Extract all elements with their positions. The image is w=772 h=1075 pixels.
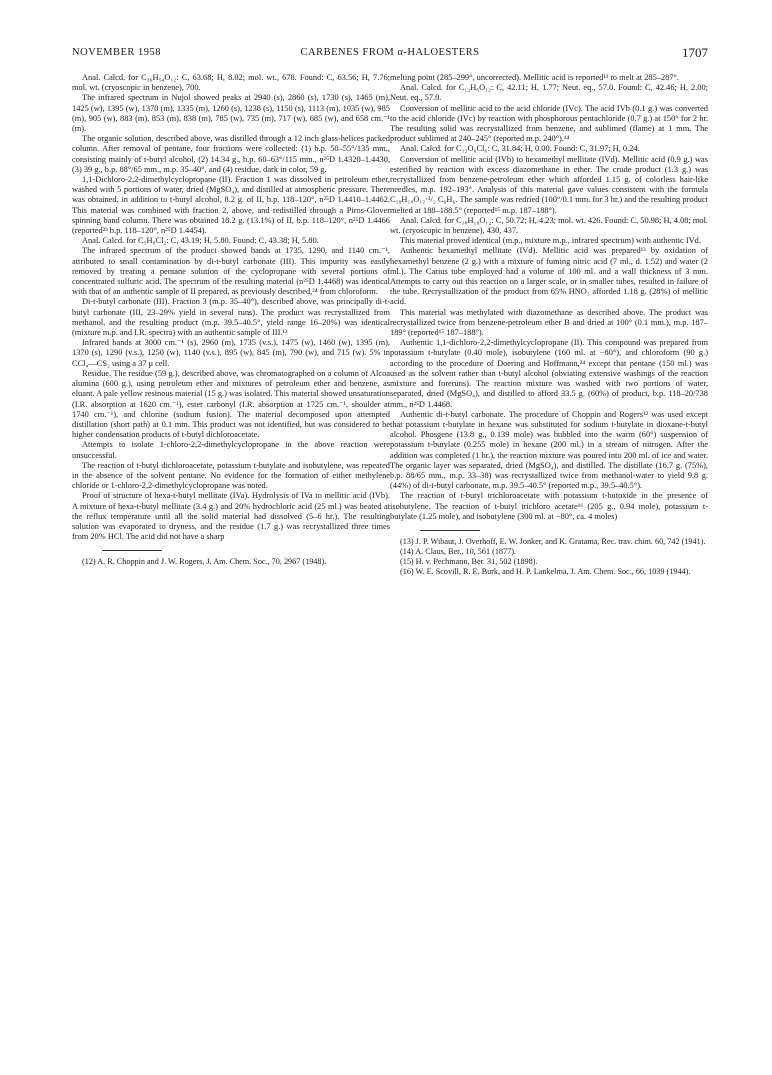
footnote-divider [102,550,162,551]
paragraph: This material proved identical (m.p., mixture m.p., infrared spectrum) with authentic IVd. [400,236,701,246]
right-column [390,73,708,577]
paragraph: Conversion of mellitic acid to the acid chloride (IVc). The acid IVb (0.1 g.) was converted to the acid chloride (IVc) by reaction with phosphorous pentachloride (0.7 g.) at 150° for 2 hr. The resulting solid was recrystallized from benzene, and sublimed (flame) at 1 mm. The product sublimed at 240–245° (reported m.p. 240°).¹⁴ [390,103,708,144]
paragraph: Infrared bands at 3000 cm.⁻¹ (s), 2960 (m), 1735 (v.s.), 1475 (w), 1460 (w), 1395 (m), 1370 (s), 1290 (v.s.), 1250 (w), 1140 (v.s.), 895 (w), 845 (m), 790 (w), and 715 (w). 5% in CCl₄—CS₂ using a 37 μ cell. [72,338,390,368]
paragraph: Authentic di-t-butyl carbonate. The procedure of Choppin and Rogers¹² was used except that potassium t-butylate in hexane was substituted for sodium t-butylate in dioxane-t-butyl alcohol. Phosgene (13.8 g., 0.139 mole) was bubbled into the warm (60°) suspension of potassium t-butylate (0.255 mole) in hexane (200 ml.) in a stream of nitrogen. After the addition was completed (1 hr.), the reaction mixture was poured into 200 ml. of ice and water. The organic layer was separated, dried (MgSO₄), and distilled. The distillate (16.7 g. (75%), b.p. 88/65 mm., m.p. 33–38) was recrystallized twice from methanol-water to yield 9.8 g. (44%) of di-t-butyl carbonate, m.p. 39.5–40.5° (reported m.p., 39.5–40.5°). [390,409,708,491]
paragraph: Conversion of mellitic acid (IVb) to hexamethyl mellitate (IVd). Mellitic acid (0.9 g.) was esterified by reaction with excess diazomethane in ether. The crude product (1.3 g.) was recrystallized from benzene-petroleum ether which afforded 1.15 g. of colorless hair-like needles, m.p. 192–193°. Analysis of this material gave values consistent with the formula C₁₈H₁₈O₁₂·¹/₂ C₆H₆. The sample was redried (100°/0.1 mm. for 3 hr.) and the resulting product melted at 188–188.5° (reported¹⁵ m.p. 187–188°). [390,154,708,215]
paragraph: The organic solution, described above, was distilled through a 12 inch glass-helices packed column. After removal of pentane, four fractions were collected: (1) b.p. 50–55°/135 mm., consisting mainly of t-butyl alcohol, (2) 14.34 g., b.p. 60–63°/115 mm., n²⁵D 1.4320–1.4430, (3) 39 g., b.p. 88°/65 mm., m.p. 35–40°, and (4) residue, dark in color, 59 g. [72,134,390,174]
right-column-text [390,73,708,522]
left-column [72,73,390,567]
paragraph: Anal. Calcd. for C₁₂H₆O₁₂: C, 42.11; H, 1.77; Neut. eq., 57.0. Found: C, 42.46; H, 2.00; Neut. eq., 57.0. [390,83,708,103]
paragraph: Anal. Calcd. for C₁₈H₁₈O₁₂: C, 50.72; H, 4.23; mol. wt. 426. Found: C, 50.98; H, 4.08; mol. wt. (cryoscopic in benzene), 430, 437. [390,215,708,236]
header-date: NOVEMBER 1958 [72,47,162,58]
paragraph: 1,1-Dichloro-2,2-dimethylcyclopropane (II). Fraction 1 was dissolved in petroleum ether, washed with 5 portions of water, dried (MgSO₄), and distilled at atmospheric pressure. There was obtained, in addition to t-butyl alcohol, 8.2 g. of II, b.p. 118–120°, n²⁵D 1.4410–1.4462. This material was combined with fraction 2, above, and redistilled through a Piros-Glover spinning band column. There was obtained 18.2 g. (13.1%) of II, b.p. 118–120°, n²⁵D 1.4466 (reported²³ b.p. 118–120°, n²⁵D 1.4454). [72,175,390,236]
paragraph: The infrared spectrum in Nujol showed peaks at 2940 (s), 2860 (s), 1730 (s), 1465 (m), 1425 (w), 1395 (w), 1370 (m), 1335 (m), 1260 (s), 1238 (s), 1150 (s), 1113 (m), 1035 (w), 985 (m), 905 (w), 883 (m), 853 (m), 838 (m), 785 (w), 735 (m), 717 (w), 685 (w), and 658 cm.⁻¹ (m). [72,93,390,134]
footnote: (15) H. v. Pechmann, Ber. 31, 502 (1898). [400,556,538,566]
paragraph: Authentic 1,1-dichloro-2,2-dimethylcyclopropane (II). This compound was prepared from potassium t-butylate (0.40 mole), isobutylene (160 ml. at −80°), and chloroform (90 g.) according to the procedure of Doering and Hoffmann,²⁴ except that pentane (150 ml.) was used as the solvent rather than t-butyl alcohol (obviating extensive washings of the reaction mixture and foreruns). The reaction mixture was washed with two portions of water, separated, dried (MgSO₄), and distilled to afford 33.5 g. (60%) of product, b.p. 118–20/738 mm., n²⁵D 1.4468. [390,338,708,409]
footnote-divider [420,530,480,531]
paragraph: This material was methylated with diazomethane as described above. The product was recrystallized twice from benzene-petroleum ether B and dried at 100° (0.1 mm.), m.p. 187–189° (reported¹⁵ 187–188°). [390,307,708,338]
footnote: (16) W. E. Scovill, R. E. Burk, and H. P. Lankelma, J. Am. Chem. Soc., 66, 1039 (1944). [400,566,691,576]
footnote: (12) A. R. Choppin and J. W. Rogers, J. Am. Chem. Soc., 70, 2967 (1948). [82,557,327,567]
paragraph: The reaction of t-butyl trichloroacetate with potassium t-butoxide in the presence of isobutylene. The reaction of t-butyl trichloro acetate¹⁶ (205 g., 0.94 mole), potassium t-butylate (1.25 mole), and isobutylene (300 ml. at −80°, ca. 4 moles) [390,491,708,521]
running-header [72,47,708,61]
left-footnotes [72,557,390,567]
paragraph: Di-t-butyl carbonate (III). Fraction 3 (m.p. 35–40°), described above, was principally di-t-butyl carbonate (III, 23–29% yield in several runs). The product was recrystallized from methanol, and the resulting product (m.p. 39.5–40.5°, yield range 16–20%) was identical (mixture m.p. and I.R. spectra) with an authentic sample of III.¹² [72,297,390,338]
paragraph: melting point (285–299°, uncorrected). Mellitic acid is reported¹³ to melt at 285–287°. [390,73,679,82]
paragraph: The reaction of t-butyl dichloroacetate, potassium t-butylate and isobutylene, was repeated in the absence of the solvent pentane. No evidence for the formation of either methylene chloride or 1-chloro-2,2-dimethylcyclopropane was noted. [72,460,390,491]
page-number: 1707 [682,45,708,60]
paragraph: Residue. The residue (59 g.), described above, was chromatographed on a column of Alcoa alumina (600 g.), using petroleum ether and mixtures of petroleum ether and benzene, as eluant. A pale yellow resinous material (15 g.) was isolated. This material showed unsaturation (I.R. absorption at 1620 cm.⁻¹), ester carbonyl (I.R. absorption at 1725 cm.⁻¹, shoulder at 1740 cm.⁻¹), and chlorine (sodium fusion). The material decomposed upon attempted distillation (short path) at 0.1 mm. This product was not identified, but was considered to be higher condensation products of t-butyl dichloroacetate. [72,368,390,440]
footnote: (13) J. P. Wibaut, J. Overhoff, E. W. Jonker, and K. Gratama, Rec. trav. chim. 60, 742 (1941). [400,536,706,546]
right-footnotes [390,537,708,577]
header-title: CARBENES FROM α-HALOESTERS [300,47,480,58]
paragraph: Anal. Calcd. for C₁₂O₆Cl₆: C, 31.84; H, 0.00. Found: C, 31.97; H, 0.24. [400,144,640,154]
paragraph: Anal. Calcd. for C₅H₈Cl₂: C, 43.19; H, 5.80. Found: C, 43.38; H, 5.80. [82,236,319,246]
paragraph: The infrared spectrum of the product showed bands at 1735, 1290, and 1140 cm.⁻¹, attributed to small contamination by di-t-butyl carbonate (III). This impurity was easily removed by treating a pentane solution of the cyclopropane with several portions of concentrated sulfuric acid. The spectrum of the resulting material (n²⁵D 1.4468) was identical with that of an authentic sample of II prepared, as previously described,²⁴ from chloroform. [72,246,390,297]
footnote: (14) A. Claus, Ber., 10, 561 (1877). [400,546,516,556]
left-column-text [72,73,390,542]
paragraph: Authentic hexamethyl mellitate (IVd). Mellitic acid was prepared¹³ by oxidation of hexamethyl benzene (2 g.) with a mixture of fuming nitric acid (7 ml., d. 1.52) and water (2 ml.). The Carius tube employed had a volume of 100 ml. and a wall thickness of 3 mm. Attempts to carry out this reaction on a larger scale, or in smaller tubes, resulted in failure of the tube. Recrystallization of the product from 65% HNO₃ afforded 1.18 g. (28%) of mellitic acid. [390,246,708,307]
paragraph: Proof of structure of hexa-t-butyl mellitate (IVa). Hydrolysis of IVa to mellitic acid (IVb). A mixture of hexa-t-butyl mellitate (3.4 g.) and 20% hydrochloric acid (25 ml.) was heated at the reflux temperature until all the solid material had dissolved (5–6 hr.). The resulting solution was evaporated to dryness, and the residue (1.7 g.) was recrystallized three times from 20% HCl. The acid did not have a sharp [72,491,390,542]
paragraph: Attempts to isolate 1-chloro-2,2-dimethylcyclopropane in the above reaction were unsuccessful. [72,440,390,460]
paragraph: Anal. Calcd. for C₃₆H₅₄O₁₂: C, 63.68; H, 8.02; mol. wt., 678. Found: C, 63.56; H, 7.76; mol. wt. (cryoscopic in benzene), 700. [72,73,390,93]
